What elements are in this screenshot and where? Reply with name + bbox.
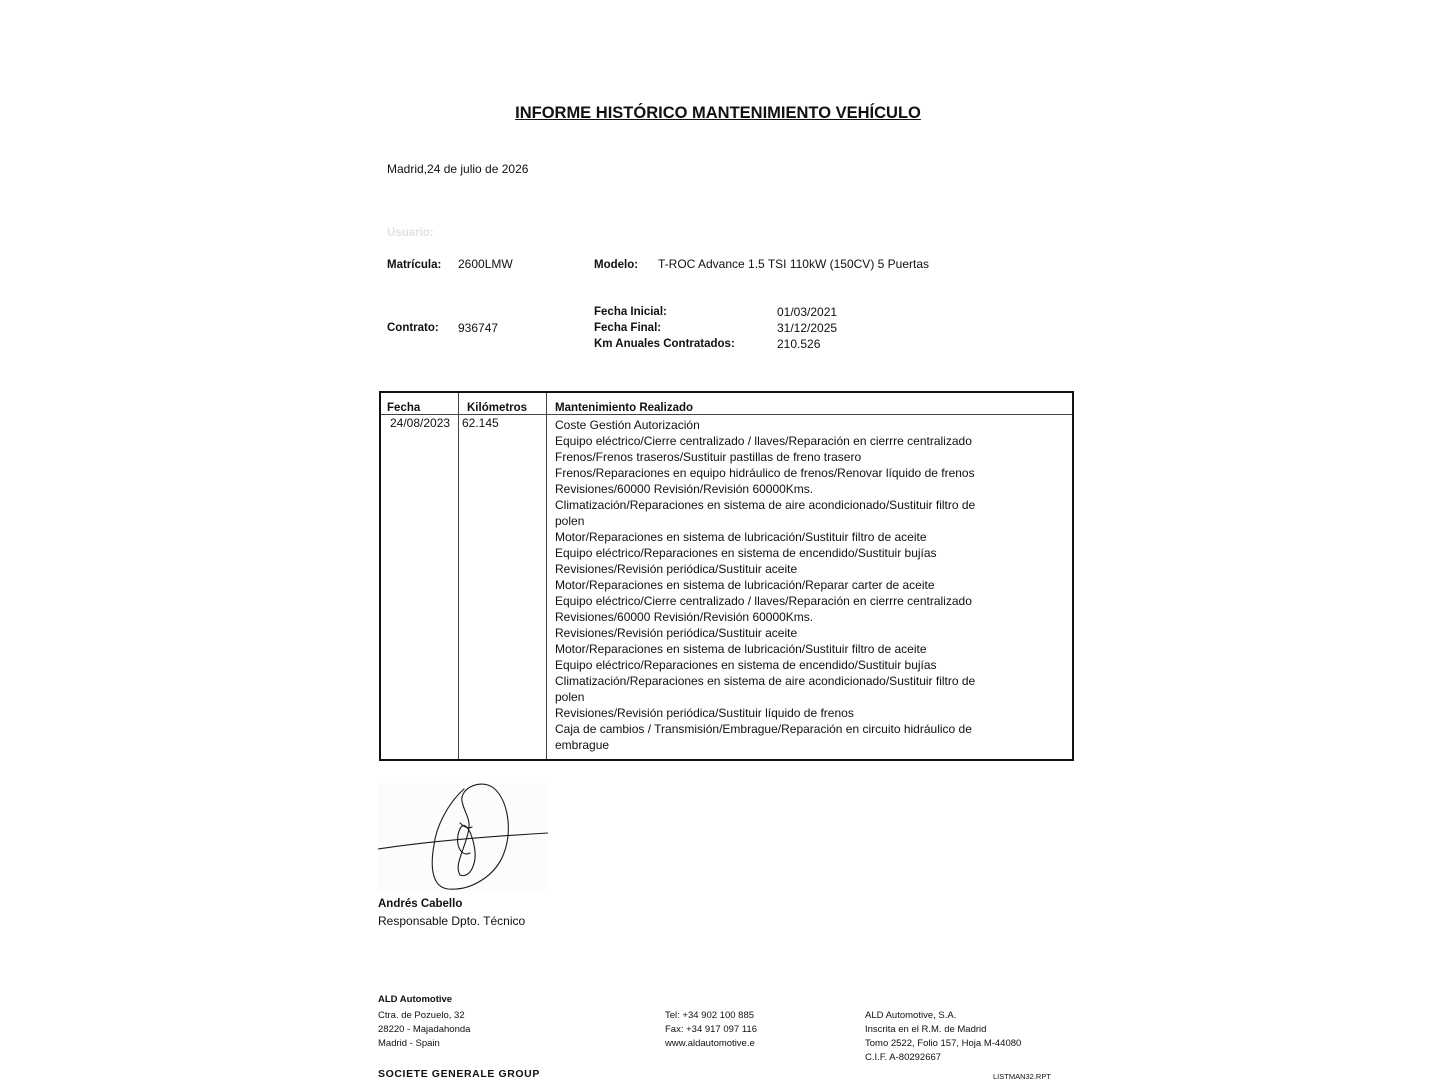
list-item: Revisiones/Revisión periódica/Sustituir líquido de frenos	[555, 706, 854, 720]
table-header-divider	[381, 414, 1072, 415]
footer-address	[378, 1009, 470, 1051]
list-item: Equipo eléctrico/Cierre centralizado / llaves/Reparación en cierrre centralizado	[555, 594, 972, 608]
registry-line: Tomo 2522, Folio 157, Hoja M-44080	[865, 1038, 1022, 1049]
list-item: Frenos/Frenos traseros/Sustituir pastillas de freno trasero	[555, 450, 862, 464]
faded-user-label: Usuario:	[387, 227, 434, 239]
maintenance-items	[555, 417, 995, 753]
list-item: Revisiones/60000 Revisión/Revisión 60000Kms.	[555, 482, 814, 496]
footer-registry	[865, 1009, 1021, 1065]
registry-line: Inscrita en el R.M. de Madrid	[865, 1024, 987, 1035]
list-item: Climatización/Reparaciones en sistema de aire acondicionado/Sustituir filtro de polen	[555, 498, 976, 528]
contrato-value: 936747	[458, 321, 499, 335]
registry-line: ALD Automotive, S.A.	[865, 1010, 957, 1021]
list-item: Equipo eléctrico/Cierre centralizado / llaves/Reparación en cierrre centralizado	[555, 434, 972, 448]
maintenance-table	[379, 391, 1074, 761]
report-code: LISTMAN32.RPT	[993, 1072, 1051, 1081]
table-column-divider	[458, 393, 459, 759]
contact-line: Fax: +34 917 097 116	[665, 1024, 757, 1035]
km-anuales-label: Km Anuales Contratados:	[594, 338, 735, 350]
row-kilometros: 62.145	[462, 416, 499, 430]
footer-contact	[665, 1009, 757, 1051]
modelo-value: T-ROC Advance 1.5 TSI 110kW (150CV) 5 Puertas	[658, 257, 930, 271]
city: Madrid,	[387, 162, 428, 176]
list-item: Frenos/Reparaciones en equipo hidráulico de frenos/Renovar líquido de frenos	[555, 466, 975, 480]
group-logo-text: SOCIETE GENERALE GROUP	[378, 1068, 540, 1080]
table-column-divider	[546, 393, 547, 759]
km-anuales-value: 210.526	[777, 337, 821, 351]
list-item: Revisiones/Revisión periódica/Sustituir aceite	[555, 626, 798, 640]
signatory-name: Andrés Cabello	[378, 898, 463, 910]
list-item: Revisiones/60000 Revisión/Revisión 60000Kms.	[555, 610, 814, 624]
header-kilometros: Kilómetros	[467, 402, 528, 414]
list-item: Motor/Reparaciones en sistema de lubricación/Reparar carter de aceite	[555, 578, 935, 592]
document-title: INFORME HISTÓRICO MANTENIMIENTO VEHÍCULO	[515, 104, 921, 122]
fecha-inicial-label: Fecha Inicial:	[594, 306, 667, 318]
address-line: Madrid - Spain	[378, 1038, 440, 1049]
fecha-final-value: 31/12/2025	[777, 321, 838, 335]
address-line: Ctra. de Pozuelo, 32	[378, 1010, 465, 1021]
list-item: Equipo eléctrico/Reparaciones en sistema de encendido/Sustituir bujías	[555, 658, 937, 672]
footer-company: ALD Automotive	[378, 994, 453, 1005]
address-line: 28220 - Majadahonda	[378, 1024, 471, 1035]
list-item: Climatización/Reparaciones en sistema de aire acondicionado/Sustituir filtro de polen	[555, 674, 976, 704]
list-item: Coste Gestión Autorización	[555, 418, 700, 432]
modelo-label: Modelo:	[594, 259, 639, 271]
list-item: Motor/Reparaciones en sistema de lubricación/Sustituir filtro de aceite	[555, 530, 927, 544]
list-item: Revisiones/Revisión periódica/Sustituir aceite	[555, 562, 798, 576]
fecha-inicial-value: 01/03/2021	[777, 305, 838, 319]
matricula-label: Matrícula:	[387, 259, 442, 271]
matricula-value: 2600LMW	[458, 257, 513, 271]
signature-image	[378, 783, 548, 891]
list-item: Equipo eléctrico/Reparaciones en sistema de encendido/Sustituir bujías	[555, 546, 937, 560]
place-date	[387, 162, 528, 176]
list-item: Motor/Reparaciones en sistema de lubricación/Sustituir filtro de aceite	[555, 642, 927, 656]
contact-line: www.aldautomotive.e	[665, 1038, 755, 1049]
header-mantenimiento: Mantenimiento Realizado	[555, 402, 694, 414]
report-date: 24 de julio de 2026	[427, 162, 529, 176]
row-fecha: 24/08/2023	[390, 416, 451, 430]
header-fecha: Fecha	[387, 402, 421, 414]
contact-line: Tel: +34 902 100 885	[665, 1010, 755, 1021]
fecha-final-label: Fecha Final:	[594, 322, 662, 334]
contrato-label: Contrato:	[387, 322, 439, 334]
list-item: Caja de cambios / Transmisión/Embrague/Reparación en circuito hidráulico de embrague	[555, 722, 972, 752]
signatory-role: Responsable Dpto. Técnico	[378, 914, 526, 928]
registry-line: C.I.F. A-80292667	[865, 1052, 942, 1063]
